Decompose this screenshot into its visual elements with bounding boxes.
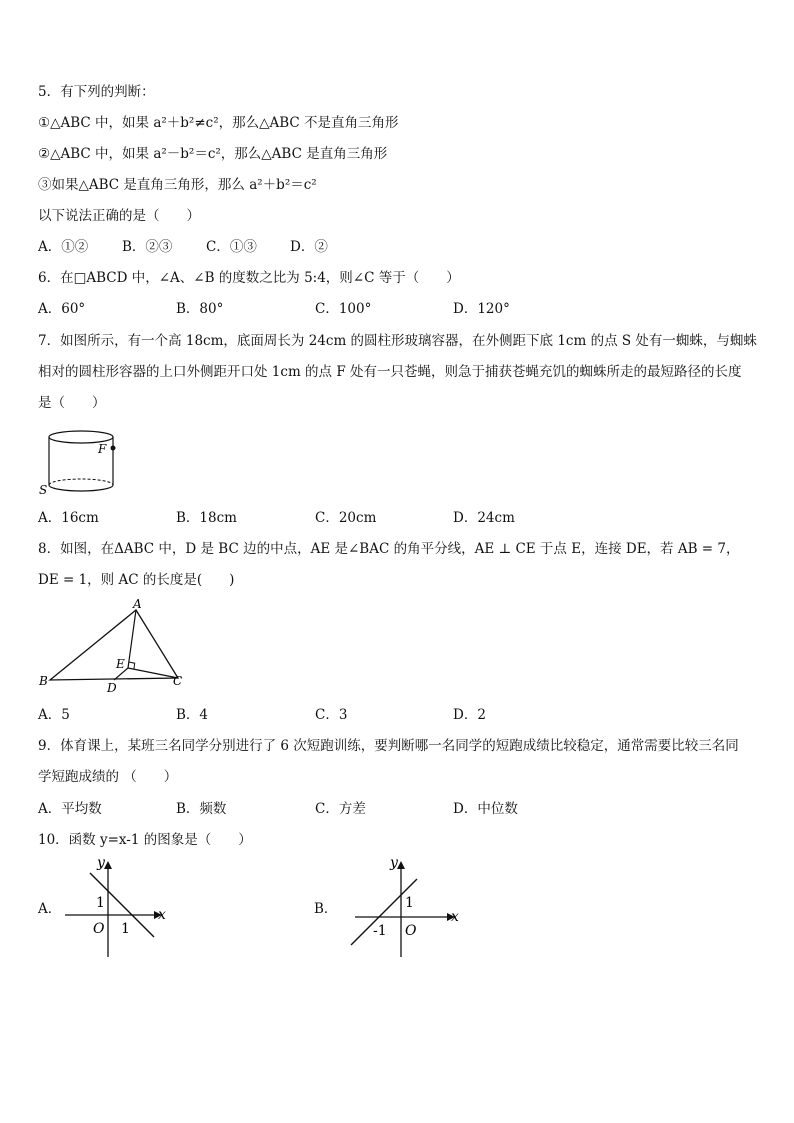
graph-a-x-label: x [158,907,166,923]
graph-a-y-one: 1 [96,895,105,911]
q8-option-c: C．3 [315,707,348,723]
graph-b-x-label: x [451,909,459,925]
graph-b-y-arrow [397,861,405,869]
q10-option-a: A． [38,901,62,917]
segment-ec [128,668,178,678]
q9-line-1: 9．体育课上，某班三名同学分别进行了 6 次短跑训练，要判断哪一名同学的短跑成绩比较稳定，通常需要比较三名同 [38,738,739,754]
q8-line-2: DE = 1，则 AC 的长度是( ) [38,572,235,588]
q7-option-a: A．16cm [38,510,99,526]
cylinder-bottom-back [49,479,113,485]
q8-option-a: A．5 [38,707,70,723]
label-s: S [39,483,48,497]
graph-b-y-one: 1 [405,895,414,911]
graph-b-x-neg-one: -1 [373,923,387,939]
q9-line-2: 学短跑成绩的 （ ） [38,769,178,785]
q8-option-d: D．2 [453,707,486,723]
label-c: C [173,674,183,688]
graph-a-origin: O [93,921,105,937]
q5-option-c: C．①③ [206,239,257,255]
graph-b [345,855,470,960]
q7-line-1: 7．如图所示，有一个高 18cm，底面周长为 24cm 的圆柱形玻璃容器，在外侧距下底 1cm 的点 S 处有一蜘蛛，与蜘蛛 [38,333,757,349]
q7-line-2: 相对的圆柱形容器的上口外侧距开口处 1cm 的点 F 处有一只苍蝇，则急于捕获苍蝇充饥的蜘蛛所走的最短路径的长度 [38,364,742,380]
label-a: A [133,598,142,611]
q9-option-a: A．平均数 [38,801,102,817]
q7-option-d: D．24cm [453,510,515,526]
q7-line-3: 是（ ） [38,395,106,411]
label-b: B [39,674,48,688]
graph-a-x-one: 1 [121,921,130,937]
q7-option-b: B．18cm [176,510,237,526]
q5-judgement-3: ③如果△ABC 是直角三角形，那么 a²＋b²＝c² [38,177,317,193]
q10-stem: 10．函数 y=x-1 的图象是（ ） [38,832,252,848]
label-f: F [98,442,107,456]
graph-b-y-label: y [390,855,398,871]
q6-option-b: B．80° [176,301,224,317]
graph-a-y-arrow [104,861,112,869]
q7-option-c: C．20cm [315,510,377,526]
q5-option-b: B．②③ [122,239,173,255]
q9-option-c: C．方差 [315,801,366,817]
point-f [111,446,116,451]
label-e: E [116,657,125,671]
q6-option-d: D．120° [453,301,510,317]
q8-line-1: 8．如图，在ΔABC 中，D 是 BC 边的中点，AE 是∠BAC 的角平分线，AE ⊥ CE 于点 E，连接 DE，若 AB = 7， [38,541,740,557]
q6-option-a: A．60° [38,301,86,317]
q5-judgement-1: ①△ABC 中，如果 a²＋b²≠c²，那么△ABC 不是直角三角形 [38,115,399,131]
label-d: D [107,681,117,695]
graph-a [62,855,177,960]
cylinder-bottom-front [49,485,113,491]
cylinder-figure [36,425,126,500]
q5-judgement-2: ②△ABC 中，如果 a²－b²＝c²，那么△ABC 是直角三角形 [38,146,388,162]
q6-option-c: C．100° [315,301,372,317]
q6-stem: 6．在□ABCD 中，∠A、∠B 的度数之比为 5:4，则∠C 等于（ ） [38,270,460,286]
q5-option-d: D．② [290,239,328,255]
q9-option-b: B．频数 [176,801,227,817]
triangle-abc [50,610,178,680]
q5-option-a: A．①② [38,239,89,255]
q10-option-b: B． [314,901,338,917]
triangle-figure [36,598,196,696]
q9-option-d: D．中位数 [453,801,518,817]
q5-title: 5．有下列的判断： [38,84,155,100]
graph-b-origin: O [405,923,417,939]
q5-question: 以下说法正确的是（ ） [38,208,200,224]
q8-option-b: B．4 [176,707,209,723]
segment-ae [128,610,136,668]
graph-a-y-label: y [97,855,105,871]
